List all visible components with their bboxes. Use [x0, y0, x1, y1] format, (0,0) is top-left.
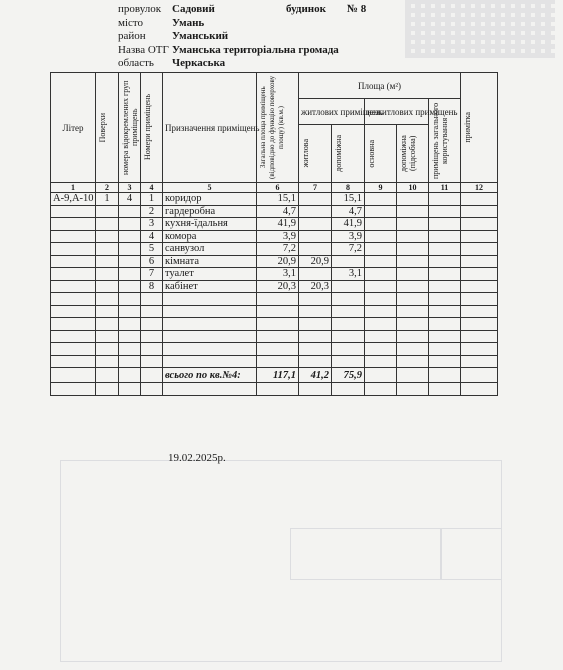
document-date: 19.02.2025р.: [168, 452, 226, 464]
house-value: № 8: [347, 3, 367, 15]
region-label: область: [118, 57, 154, 69]
col-number: 2: [96, 183, 119, 193]
city-label: місто: [118, 16, 144, 29]
cell-total: 20,3: [257, 280, 299, 293]
cell-liter: А-9,А-10: [51, 193, 96, 206]
header-living: житлова: [301, 139, 310, 168]
col-number: 10: [397, 183, 429, 193]
empty-row: [51, 355, 498, 368]
cell-liter: [51, 230, 96, 243]
table-row: [51, 218, 498, 231]
cell-name: кімната: [163, 255, 257, 268]
cell-num: 5: [141, 243, 163, 256]
cell-num: 1: [141, 193, 163, 206]
col-number: 11: [429, 183, 461, 193]
cell-floor: [96, 268, 119, 281]
total-area: 117,1: [257, 368, 299, 383]
cell-unit: [119, 230, 141, 243]
cell-unit: [119, 205, 141, 218]
empty-row: [51, 383, 498, 396]
cell-floor: 1: [96, 193, 119, 206]
street-label: провулок: [118, 3, 162, 15]
header-aux: допоміжна: [334, 135, 343, 172]
cell-num: 4: [141, 230, 163, 243]
cell-living: 20,9: [299, 255, 332, 268]
cell-living: [299, 218, 332, 231]
cell-total: 4,7: [257, 205, 299, 218]
cell-living: 20,3: [299, 280, 332, 293]
district-value: Уманський: [172, 30, 229, 42]
cell-living: [299, 268, 332, 281]
table-row: [51, 268, 498, 281]
total-row: [51, 368, 498, 383]
table-row: [51, 193, 498, 206]
cell-name: коридор: [163, 193, 257, 206]
cell-liter: [51, 218, 96, 231]
cell-living: [299, 193, 332, 206]
header-liter: Літер: [51, 73, 96, 183]
column-number-row: [51, 183, 498, 193]
cell-name: комора: [163, 230, 257, 243]
cell-floor: [96, 255, 119, 268]
cell-name: кабінет: [163, 280, 257, 293]
region-value: Черкаська: [172, 57, 226, 69]
cell-liter: [51, 268, 96, 281]
cell-floor: [96, 218, 119, 231]
header-unit-numbers: номера відокремлених груп приміщень: [121, 80, 139, 175]
ghost-box: [290, 528, 442, 580]
cell-num: 6: [141, 255, 163, 268]
cell-living: [299, 230, 332, 243]
empty-row: [51, 305, 498, 318]
cell-aux: [332, 255, 365, 268]
cell-liter: [51, 255, 96, 268]
cell-total: 3,9: [257, 230, 299, 243]
cell-num: 8: [141, 280, 163, 293]
cell-floor: [96, 205, 119, 218]
total-aux: 75,9: [332, 368, 365, 383]
header-aux2: допоміжна (підсобна): [399, 135, 417, 172]
cell-unit: [119, 280, 141, 293]
cell-unit: [119, 218, 141, 231]
header-total-area: Загальна площа приміщень (відповідно до функцію поверхову площу) (кв.м.): [259, 75, 285, 180]
cell-unit: 4: [119, 193, 141, 206]
table-row: [51, 255, 498, 268]
cell-name: туалет: [163, 268, 257, 281]
empty-row: [51, 293, 498, 306]
cell-name: санвузол: [163, 243, 257, 256]
cell-floor: [96, 243, 119, 256]
street-value: Садовий: [172, 3, 215, 15]
cell-total: 20,9: [257, 255, 299, 268]
col-number: 4: [141, 183, 163, 193]
header-common: приміщень загального користування: [431, 102, 449, 179]
table-row: [51, 280, 498, 293]
otg-value: Уманська територіальна громада: [172, 43, 339, 56]
total-living: 41,2: [299, 368, 332, 383]
cell-aux: 7,2: [332, 243, 365, 256]
cell-aux: 41,9: [332, 218, 365, 231]
col-number: 12: [461, 183, 498, 193]
address-block: [0, 3, 563, 69]
cell-aux: 3,9: [332, 230, 365, 243]
cell-floor: [96, 230, 119, 243]
cell-living: [299, 243, 332, 256]
cell-aux: 3,1: [332, 268, 365, 281]
header-note: примітка: [463, 112, 473, 143]
cell-unit: [119, 243, 141, 256]
room-area-table: [50, 72, 498, 396]
empty-row: [51, 343, 498, 356]
cell-total: 41,9: [257, 218, 299, 231]
empty-row: [51, 330, 498, 343]
empty-row: [51, 318, 498, 331]
cell-total: 7,2: [257, 243, 299, 256]
ghost-box: [440, 528, 502, 580]
header-living-group: житлових приміщень: [299, 99, 365, 125]
cell-liter: [51, 205, 96, 218]
cell-floor: [96, 280, 119, 293]
col-number: 6: [257, 183, 299, 193]
district-label: район: [118, 30, 146, 42]
city-value: Умань: [172, 16, 205, 29]
col-number: 1: [51, 183, 96, 193]
otg-label: Назва ОТГ: [118, 43, 169, 56]
header-nonliving-group: нежитлових приміщень: [365, 99, 429, 125]
header-main: основна: [367, 139, 376, 168]
header-floors: Поверхи: [98, 112, 107, 143]
col-number: 3: [119, 183, 141, 193]
table-row: [51, 205, 498, 218]
cell-name: гардеробна: [163, 205, 257, 218]
cell-aux: 4,7: [332, 205, 365, 218]
col-number: 5: [163, 183, 257, 193]
cell-liter: [51, 280, 96, 293]
table-row: [51, 243, 498, 256]
col-number: 9: [365, 183, 397, 193]
cell-unit: [119, 255, 141, 268]
cell-total: 15,1: [257, 193, 299, 206]
cell-num: 2: [141, 205, 163, 218]
cell-num: 7: [141, 268, 163, 281]
header-purpose: Призначення приміщень: [163, 73, 257, 183]
header-room-numbers: Номери приміщень: [143, 94, 152, 161]
cell-aux: [332, 280, 365, 293]
table-row: [51, 230, 498, 243]
header-area-group: Площа (м²): [299, 73, 461, 99]
cell-aux: 15,1: [332, 193, 365, 206]
cell-num: 3: [141, 218, 163, 231]
cell-name: кухня-їдальня: [163, 218, 257, 231]
house-label: будинок: [286, 3, 326, 15]
cell-total: 3,1: [257, 268, 299, 281]
col-number: 8: [332, 183, 365, 193]
cell-liter: [51, 243, 96, 256]
cell-living: [299, 205, 332, 218]
total-label: всього по кв.№4:: [163, 368, 257, 383]
cell-unit: [119, 268, 141, 281]
col-number: 7: [299, 183, 332, 193]
